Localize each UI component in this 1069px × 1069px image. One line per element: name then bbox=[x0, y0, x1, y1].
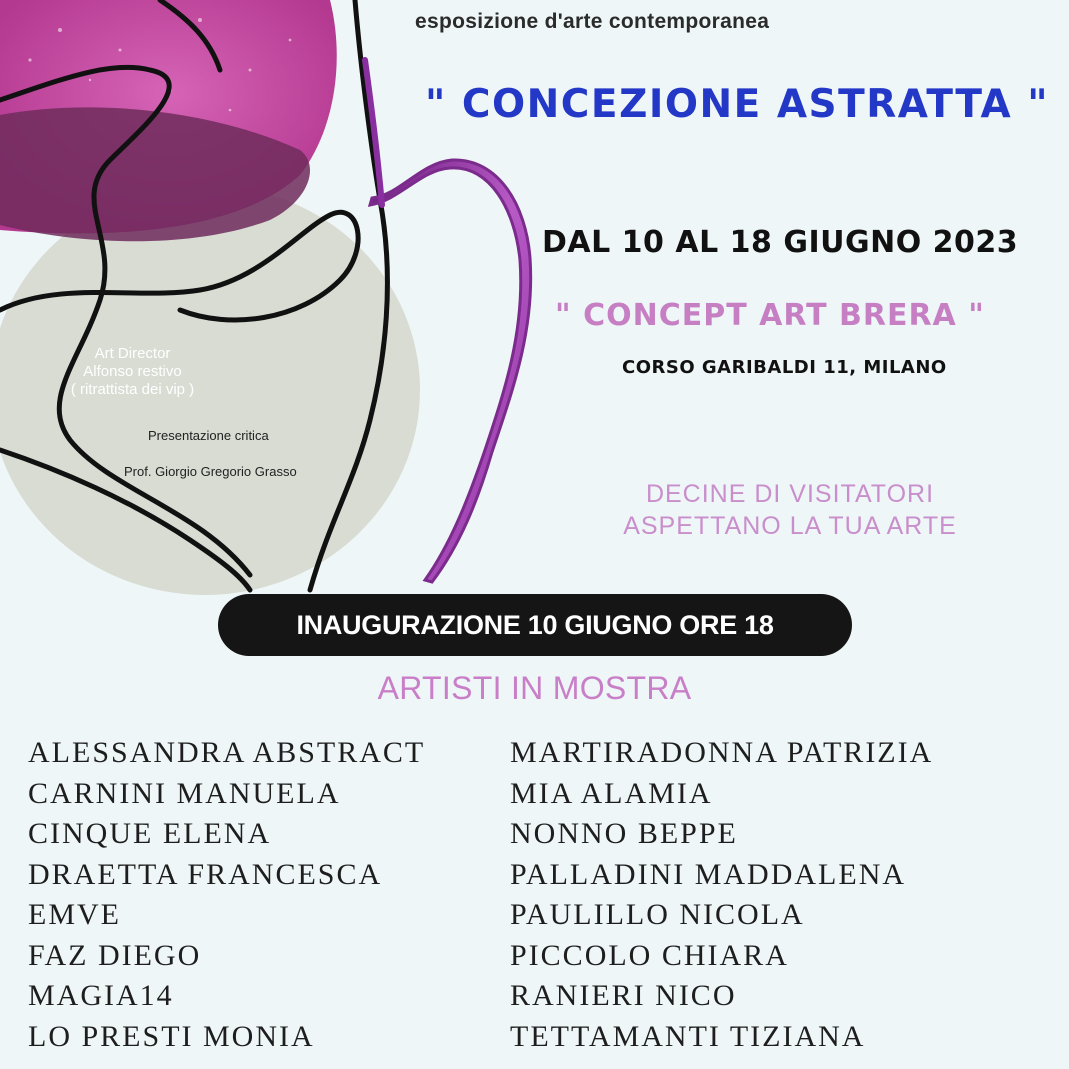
artist-name: TETTAMANTI TIZIANA bbox=[510, 1019, 866, 1053]
artist-name: PICCOLO CHIARA bbox=[510, 938, 789, 972]
artists-heading: ARTISTI IN MOSTRA bbox=[377, 670, 692, 706]
director-role: Art Director bbox=[94, 345, 171, 362]
director-note: ( ritrattista dei vip ) bbox=[70, 381, 195, 398]
inauguration-badge: INAUGURAZIONE 10 GIUGNO ORE 18 bbox=[218, 594, 852, 656]
critica-label: Presentazione critica bbox=[148, 428, 269, 443]
venue-name: " CONCEPT ART BRERA " bbox=[555, 298, 985, 333]
artist-name: NONNO BEPPE bbox=[510, 817, 738, 850]
artist-name: EMVE bbox=[28, 898, 121, 931]
artist-name: MAGIA14 bbox=[28, 979, 174, 1012]
artist-name: LO PRESTI MONIA bbox=[28, 1019, 315, 1053]
exhibition-title: " CONCEZIONE ASTRATTA " bbox=[425, 82, 1050, 127]
artists-list-left bbox=[28, 733, 425, 1057]
artist-name: PALLADINI MADDALENA bbox=[510, 857, 907, 891]
artist-name: MARTIRADONNA PATRIZIA bbox=[510, 736, 934, 769]
artist-name: ALESSANDRA ABSTRACT bbox=[28, 736, 426, 769]
artists-list-right bbox=[510, 733, 933, 1057]
visitors-tagline bbox=[560, 478, 1020, 542]
event-dates: DAL 10 AL 18 GIUGNO 2023 bbox=[542, 225, 1019, 260]
director-name: Alfonso restivo bbox=[83, 363, 182, 380]
art-director-credit bbox=[20, 345, 245, 399]
artist-name: PAULILLO NICOLA bbox=[510, 898, 805, 931]
artist-name: FAZ DIEGO bbox=[28, 938, 202, 972]
venue-address: CORSO GARIBALDI 11, MILANO bbox=[622, 357, 947, 378]
artist-name: DRAETTA FRANCESCA bbox=[28, 857, 383, 891]
critica-name: Prof. Giorgio Gregorio Grasso bbox=[124, 464, 297, 479]
visitors-line-1: DECINE DI VISITATORI bbox=[645, 480, 935, 508]
artist-name: CINQUE ELENA bbox=[28, 817, 272, 850]
exhibition-subtitle: esposizione d'arte contemporanea bbox=[415, 10, 770, 33]
visitors-line-2: ASPETTANO LA TUA ARTE bbox=[623, 512, 957, 540]
artist-name: MIA ALAMIA bbox=[510, 776, 713, 810]
artist-name: RANIERI NICO bbox=[510, 979, 737, 1012]
artist-name: CARNINI MANUELA bbox=[28, 776, 341, 810]
